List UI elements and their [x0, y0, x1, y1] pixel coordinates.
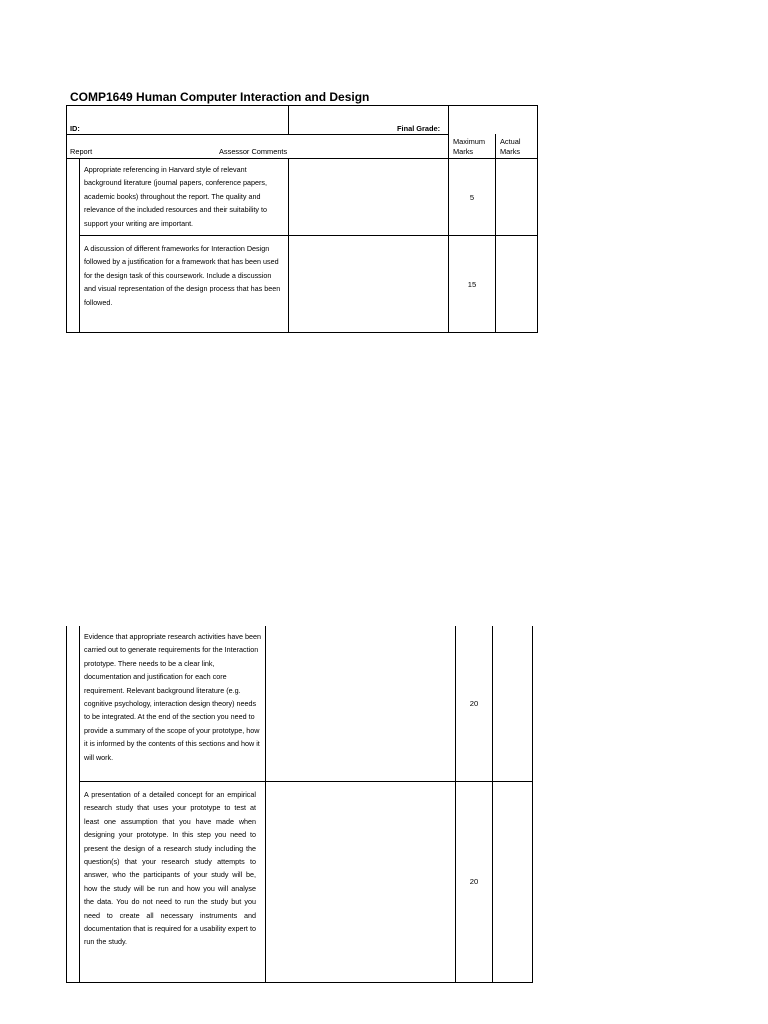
max-marks-value: 20 [469, 699, 479, 708]
max-marks-value: 20 [469, 877, 479, 886]
table-border-top [66, 105, 538, 106]
column-divider [495, 134, 496, 333]
column-divider [265, 626, 266, 983]
row-divider [79, 781, 533, 782]
column-divider [448, 105, 449, 333]
row-divider [66, 134, 448, 135]
id-label: ID: [70, 124, 80, 133]
criterion-description: A discussion of different frameworks for Interaction Design followed by a justification for a framework that has been used for the design task of this coursework. Include a discussion and visual representation of the design process that has been followed. [84, 244, 281, 307]
max-marks-value: 5 [469, 193, 475, 202]
final-grade-label: Final Grade: [397, 124, 441, 133]
table-border-left [66, 105, 67, 333]
maximum-marks-header: Maximum [453, 137, 486, 146]
row-divider [79, 235, 538, 236]
column-divider [455, 626, 456, 983]
criterion-description: Evidence that appropriate research activities have been carried out to generate requirements for the Interaction prototype. There needs to be a clear link, documentation and justification for each core requirement. Relevant background literature (e.g. cognitive psychology, interaction design theory) needs to be integrated. At the end of the section you need to provide a summary of the scope of your prototype, how it is informed by the contents of this sections and how it will work. [84, 632, 261, 762]
actual-marks-header: Actual [500, 137, 521, 146]
table-border-right [537, 105, 538, 333]
column-divider [288, 158, 289, 333]
table-border-right [532, 626, 533, 983]
table-border-left [66, 626, 67, 983]
actual-marks-header-line2: Marks [500, 147, 521, 156]
column-divider [492, 626, 493, 983]
column-divider [79, 626, 80, 983]
row-divider [66, 158, 538, 159]
report-column-header: Report [70, 147, 93, 156]
table-border-bottom [66, 332, 538, 333]
max-marks-value: 15 [467, 280, 477, 289]
maximum-marks-header-line2: Marks [453, 147, 474, 156]
assessor-comments-header: Assessor Comments [219, 147, 288, 156]
column-divider [288, 105, 289, 135]
criterion-description: A presentation of a detailed concept for an empirical research study that uses your prototype to test at least one assumption that you have made when designing your prototype. In this step you need to present the design of a research study including the question(s) that your research study attempts to answer, who the participants of your study will be, how the study will be run and how you will analyse the data. You do not need to run the study but you need to create all necessary instruments and documentation that is required for a usability expert to run the study. [84, 790, 256, 947]
criterion-description: Appropriate referencing in Harvard style of relevant background literature (journal papers, conference papers, academic books) throughout the report. The quality and relevance of the included resources and their suitability to support your writing are important. [84, 165, 267, 228]
column-divider [79, 158, 80, 333]
table-border-bottom [66, 982, 533, 983]
document-title: COMP1649 Human Computer Interaction and Design [70, 90, 370, 104]
